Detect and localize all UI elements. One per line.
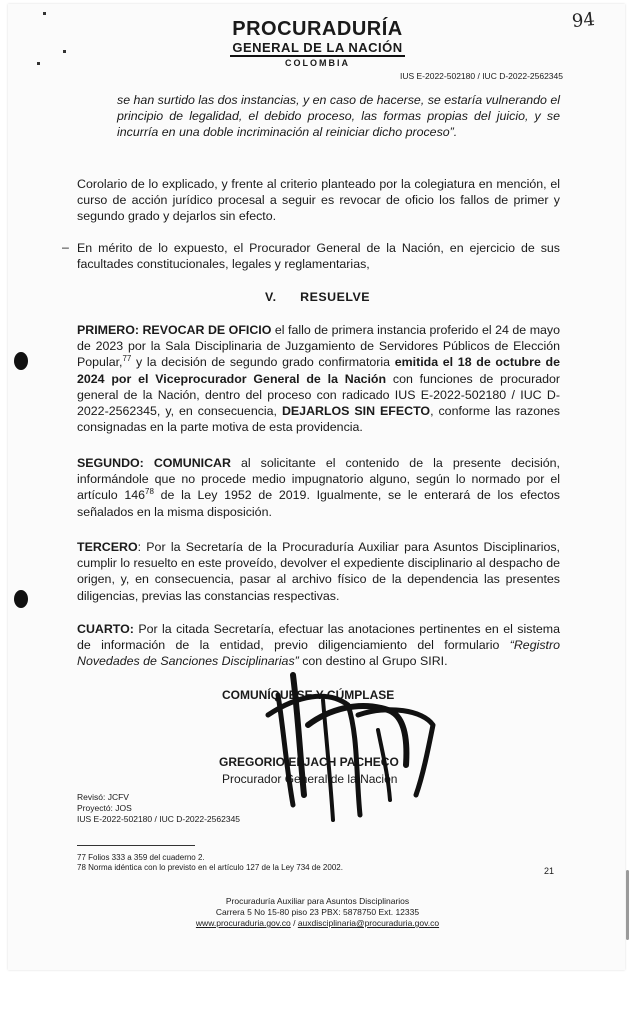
logo-country: COLOMBIA <box>285 58 350 68</box>
resolution-primero: PRIMERO: REVOCAR DE OFICIO el fallo de primera instancia proferido el 24 de mayo de 2023 por la Sala Disciplinaria de Juzgamiento de Servidores Públicos de Elección Popular,$^{77}$ y la decisión de segundo grado confirmatoria emitida el 18 de octubre de 2024 por el Viceprocurador General de la Nación con funciones de procurador general de la Nación, dentro del proceso con radicado IUS E-2022-502180 / IUC D-2022-2562345, y, en consecuencia, DEJARLOS SIN EFECTO, conforme las razones consignadas en la parte motiva de esta providencia. <box>77 323 561 435</box>
paragraph-merito: En mérito de lo expuesto, el Procurador General de la Nación, en ejercicio de sus facultades constitucionales, legales y reglamentarias, <box>77 241 560 272</box>
scan-speck <box>43 12 46 15</box>
punch-hole <box>14 352 28 370</box>
handwritten-signature <box>238 655 438 825</box>
punch-hole <box>14 590 28 608</box>
margin-mark: – <box>62 240 69 254</box>
resolution-segundo: SEGUNDO: COMUNICAR al solicitante el contenido de la presente decisión, informándole que no procede medio impugnatorio alguno, según lo normado por el artículo $146^{78}$ de la Ley 1952 de 2019. Igualmente, se le enterará de los efectos señalados en la misma disposición. <box>77 456 560 519</box>
website-link[interactable]: www.procuraduria.gov.co <box>195 918 291 928</box>
footer-office: Procuraduría Auxiliar para Asuntos Disciplinarios <box>225 896 410 906</box>
resolution-tercero: TERCERO: Por la Secretaría de la Procuraduría Auxiliar para Asuntos Disciplinarios, cumplir lo resuelto en este proveído, devolver el expediente disciplinario al despacho de origen, y, en consecuencia, pasar al archivo físico de la dependencia las presentes diligencias, previas las constancias respectivas. <box>77 540 560 603</box>
paragraph-corolario: Corolario de lo explicado, y frente al criterio planteado por la colegiatura en mención, el curso de acción jurídico procesal a seguir es revocar de oficio los fallos de primer y segundo grado y dejarlos sin efecto. <box>77 177 560 224</box>
footnote-divider <box>77 845 195 846</box>
footnote-78: 78 Norma idéntica con lo previsto en el artículo 127 de la Ley 734 de 2002. <box>77 863 343 872</box>
footnote-77: 77 Folios 333 a 359 del cuaderno 2. <box>77 853 205 862</box>
quoted-text: se han surtido las dos instancias, y en caso de hacerse, se estaría vulnerando el principio de legalidad, el debido proceso, las formas propias del juicio, y se incurría en una doble incriminación al reiniciar dicho proceso”. <box>117 93 560 140</box>
resolution-cuarto: CUARTO: Por la citada Secretaría, efectuar las anotaciones pertinentes en el sistema de información de la entidad, previo diligenciamiento del formulario “Registro Novedades de Sanciones Disciplinarias” con destino al Grupo SIRI. <box>77 622 560 669</box>
handwritten-folio-number: 94 <box>570 8 596 33</box>
scan-speck <box>63 50 66 53</box>
logo-title: PROCURADURÍA <box>232 18 403 40</box>
email-link[interactable]: auxdisciplinaria@procuraduria.gov.co <box>297 918 440 928</box>
section-heading: V. RESUELVE <box>264 290 371 304</box>
reviewed-by: Revisó: JCFV <box>77 792 129 802</box>
scrollbar[interactable] <box>626 870 629 940</box>
signer-name: GREGORIO ELJACH PACHECO <box>219 755 399 769</box>
footer-links: www.procuraduria.gov.co / auxdisciplinaria@procuraduria.gov.co <box>195 918 440 928</box>
drafted-by: Proyectó: JOS <box>77 803 132 813</box>
review-reference: IUS E-2022-502180 / IUC D-2022-2562345 <box>77 814 241 824</box>
page-number: 21 <box>544 866 555 876</box>
signer-title: Procurador General de la Nación <box>222 772 398 786</box>
logo-subtitle: GENERAL DE LA NACIÓN <box>232 40 403 55</box>
footer-address: Carrera 5 No 15-80 piso 23 PBX: 5878750 Ext. 12335 <box>215 907 420 917</box>
header-reference: IUS E-2022-502180 / IUC D-2022-2562345 <box>399 71 563 81</box>
closing-formula: COMUNÍQUESE Y CÚMPLASE <box>222 688 395 702</box>
scan-speck <box>37 62 40 65</box>
